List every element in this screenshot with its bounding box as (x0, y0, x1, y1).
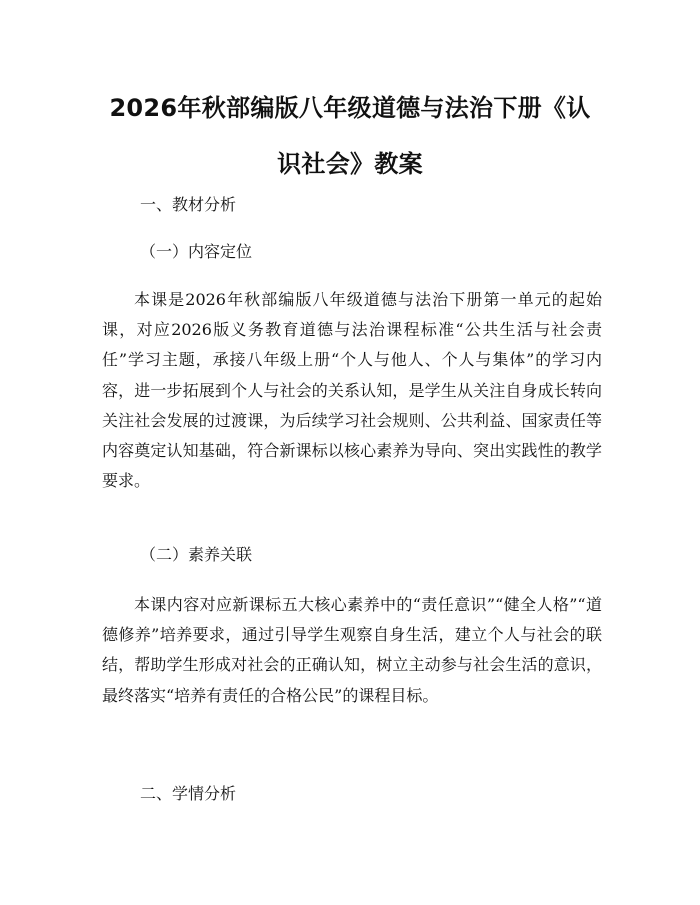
subsection-heading-literacy-link: （二）素养关联 (140, 545, 253, 564)
subsection-heading-content-position: （一）内容定位 (140, 242, 253, 261)
paragraph-content-position: 本课是2026年秋部编版八年级道德与法治下册第一单元的起始课，对应2026版义务教育道德与法治课程标准“公共生活与社会责任”学习主题，承接八年级上册“个人与他人、个人与集体”的学习内容，进一步拓展到个人与社会的关系认知，是学生从关注自身成长转向关注社会发展的过渡课，为后续学习社会规则、公共利益、国家责任等内容奠定认知基础，符合新课标以核心素养为导向、突出实践性的教学要求。 (102, 290, 602, 491)
paragraph-literacy-link: 本课内容对应新课标五大核心素养中的“责任意识”“健全人格”“道德修养”培养要求，通过引导学生观察自身生活，建立个人与社会的联结，帮助学生形成对社会的正确认知，树立主动参与社会生活的意识，最终落实“培养有责任的合格公民”的课程目标。 (102, 595, 602, 705)
document-title: 2026年秋部编版八年级道德与法治下册《认识社会》教案 (109, 94, 591, 178)
section-heading-student-analysis: 二、学情分析 (140, 784, 237, 803)
section-heading-textbook-analysis: 一、教材分析 (140, 195, 237, 214)
